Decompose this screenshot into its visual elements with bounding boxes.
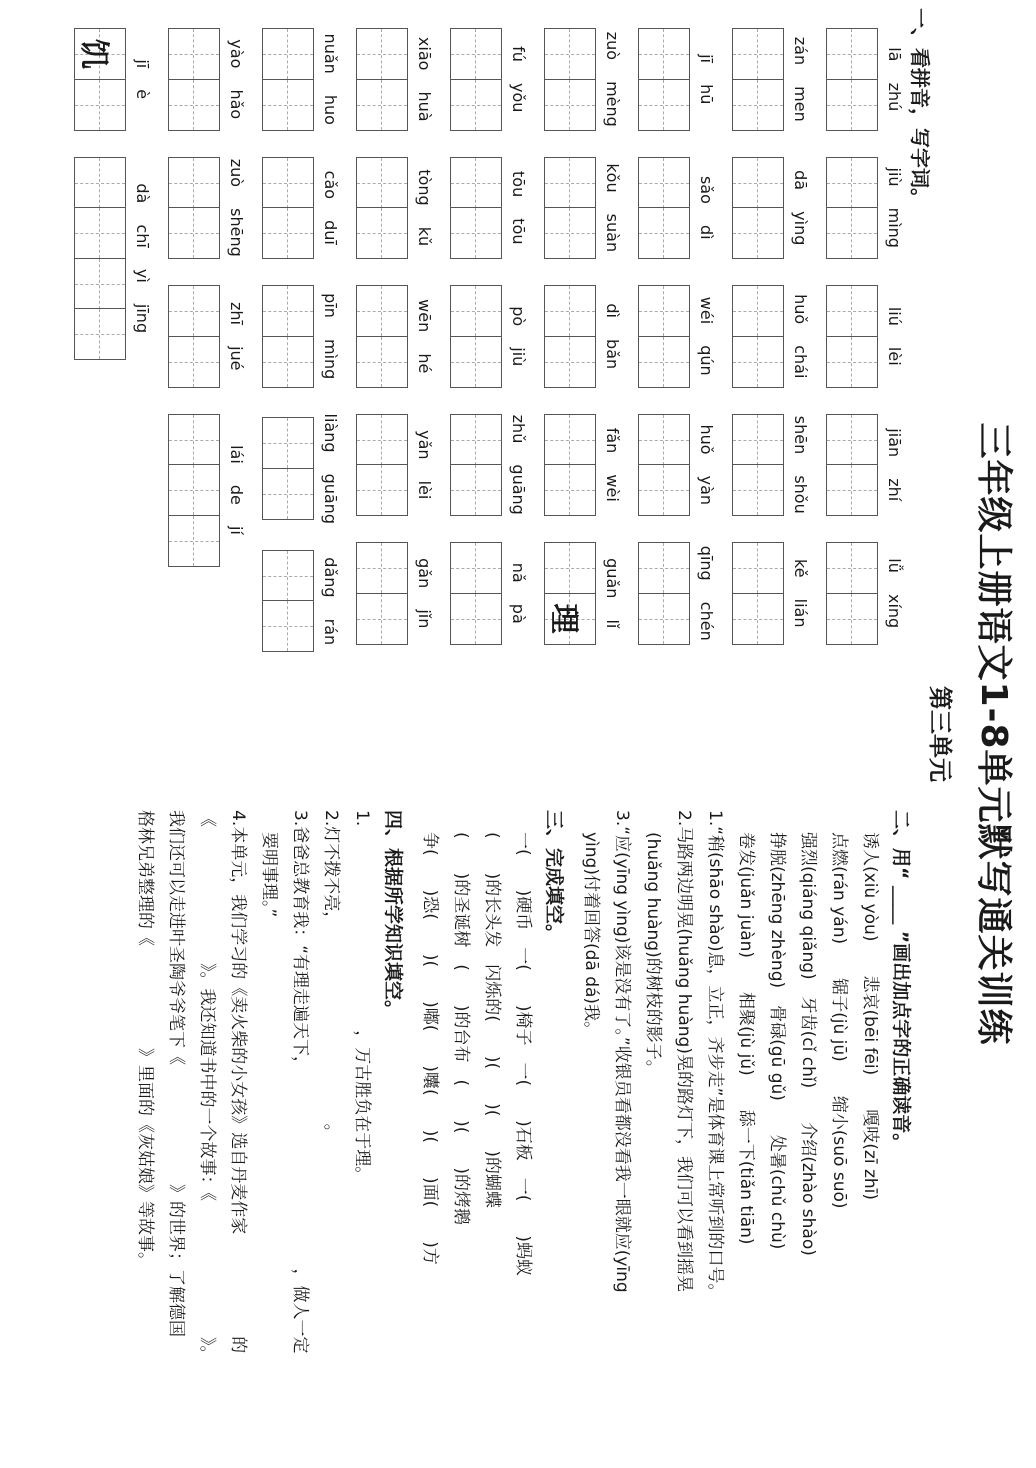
question-2-2: 2.马路两边明晃(huǎng huàng)晃的路灯下，我们可以看到摇晃 <box>674 810 694 1292</box>
reading-line: 诱人(xiù yòu) 悲哀(bēi fēi) 嘎吱(zī zhī) <box>860 832 880 1201</box>
pinyin-label: dǎng rán <box>321 557 340 646</box>
grid-row <box>810 28 904 908</box>
pinyin-label: zhī jué <box>227 302 246 371</box>
handwritten-char: 理 <box>546 603 581 634</box>
writing-box[interactable] <box>168 79 220 131</box>
pinyin-label: cǎo duī <box>321 170 340 245</box>
pinyin-label: fǎn wèi <box>603 427 622 502</box>
pinyin-label: dì bǎn <box>603 303 622 370</box>
question-2-1: 1.“稍(shāo shào)息，立正，齐步走”是体育课上常听到的口号。 <box>705 810 725 1301</box>
word-item <box>262 550 340 653</box>
pinyin-label: huǒ chái <box>791 294 810 379</box>
writing-box[interactable] <box>356 593 408 645</box>
reading-line: 卷发(juǎn juàn) 相聚(jù jǔ) 舔一下(tiǎn tiān) <box>736 832 756 1245</box>
writing-boxes <box>544 28 596 131</box>
writing-boxes <box>732 285 784 388</box>
writing-box[interactable] <box>638 207 690 259</box>
word-item <box>826 285 904 388</box>
section2-heading: 二、用“ ＿＿ ”画出加点字的正确读音。 <box>890 810 912 1153</box>
writing-box[interactable] <box>74 258 126 310</box>
writing-box[interactable] <box>638 28 690 80</box>
grid-row <box>58 28 152 908</box>
word-item <box>732 28 810 131</box>
writing-box[interactable] <box>262 550 314 602</box>
writing-boxes <box>356 285 408 388</box>
writing-box[interactable] <box>356 464 408 516</box>
writing-box[interactable] <box>168 464 220 516</box>
writing-box[interactable] <box>450 336 502 388</box>
word-item <box>168 28 246 131</box>
pinyin-label: nuǎn huo <box>321 33 340 125</box>
writing-boxes <box>168 157 220 260</box>
grid-row <box>340 28 434 908</box>
pinyin-label: huǒ yàn <box>697 424 716 506</box>
word-item <box>168 285 246 388</box>
writing-box[interactable] <box>544 414 596 466</box>
writing-boxes <box>732 414 784 517</box>
writing-boxes <box>826 157 878 260</box>
pinyin-label: lái de jí <box>227 445 246 535</box>
writing-boxes <box>262 28 314 131</box>
word-item <box>544 542 622 645</box>
writing-box[interactable] <box>544 542 596 594</box>
writing-box[interactable] <box>732 593 784 645</box>
writing-box[interactable] <box>168 285 220 337</box>
writing-box[interactable] <box>262 336 314 388</box>
writing-box[interactable] <box>262 285 314 337</box>
writing-box[interactable] <box>450 207 502 259</box>
word-item <box>262 28 340 131</box>
word-item <box>74 157 152 361</box>
writing-box[interactable] <box>356 207 408 259</box>
fill-line: ( )的长头发 闪烁的( )( )( )的蝴蝶 <box>482 832 502 1209</box>
pinyin-label: liàng guāng <box>321 413 340 524</box>
writing-box[interactable] <box>638 464 690 516</box>
writing-box[interactable] <box>826 28 878 80</box>
pinyin-label: guǎn lǐ <box>603 558 622 629</box>
writing-box[interactable] <box>826 593 878 645</box>
writing-boxes <box>356 157 408 260</box>
writing-box[interactable] <box>262 417 314 469</box>
pinyin-label: nǎ pà <box>509 562 528 624</box>
writing-box[interactable] <box>262 600 314 652</box>
writing-boxes <box>356 28 408 131</box>
word-item <box>450 285 528 388</box>
writing-box[interactable] <box>450 542 502 594</box>
word-item <box>450 157 528 260</box>
reading-line: 强烈(qiáng qiǎng) 牙齿(cǐ chǐ) 介绍(zhào shào) <box>798 832 818 1256</box>
writing-boxes <box>544 157 596 260</box>
fill-line: 一( )硬币 一( )椅子 一( )石板 一( )蚂蚁 <box>513 832 533 1277</box>
pinyin-label: qīng chén <box>697 545 716 641</box>
writing-box[interactable] <box>262 468 314 520</box>
pinyin-label: jiù mìng <box>885 167 904 248</box>
pinyin-label: lǚ xíng <box>885 558 904 629</box>
word-item <box>544 414 622 517</box>
writing-box[interactable] <box>356 157 408 209</box>
writing-box[interactable] <box>732 207 784 259</box>
writing-box[interactable] <box>826 207 878 259</box>
writing-box[interactable] <box>732 79 784 131</box>
grid-row <box>528 28 622 908</box>
pinyin-label: zán men <box>791 36 810 122</box>
writing-box[interactable] <box>74 308 126 360</box>
grid-row <box>434 28 528 908</box>
word-item <box>450 28 528 131</box>
question-4-3: 3.爸爸总教育我：“有理走遍天下， ，做人一定 <box>290 810 310 1354</box>
writing-box[interactable] <box>638 79 690 131</box>
writing-box[interactable] <box>826 285 878 337</box>
word-item <box>544 28 622 131</box>
writing-box[interactable] <box>638 414 690 466</box>
writing-box[interactable] <box>638 542 690 594</box>
word-item <box>544 285 622 388</box>
grid-row <box>152 28 246 908</box>
question-4-3-cont: 要明事理。” <box>259 832 279 918</box>
writing-boxes <box>544 285 596 388</box>
writing-box[interactable] <box>168 336 220 388</box>
fill-line: 争( )恐( )( )嘟( )囔( )( )面( )方 <box>420 832 440 1265</box>
word-item <box>544 157 622 260</box>
pinyin-label: zhǔ guāng <box>509 414 528 515</box>
writing-box[interactable] <box>826 79 878 131</box>
page-title: 三年级上册语文1-8单元默写通关训练 <box>973 422 1014 1046</box>
question-4-1: 1. ，万古胜负在于理。 <box>352 810 372 1184</box>
writing-box[interactable] <box>74 207 126 259</box>
word-item <box>262 157 340 260</box>
writing-box[interactable] <box>544 593 596 645</box>
writing-box[interactable] <box>826 464 878 516</box>
pinyin-label: yǎn lèi <box>415 430 434 500</box>
writing-box[interactable] <box>356 336 408 388</box>
word-item <box>262 414 340 524</box>
writing-box[interactable] <box>544 207 596 259</box>
writing-box[interactable] <box>638 285 690 337</box>
writing-box[interactable] <box>74 28 126 80</box>
writing-box[interactable] <box>450 157 502 209</box>
pinyin-label: pò jiù <box>509 306 528 367</box>
pinyin-label: wéi qún <box>697 296 716 376</box>
writing-boxes <box>544 542 596 645</box>
word-item <box>826 542 904 645</box>
writing-boxes <box>826 542 878 645</box>
writing-boxes <box>732 28 784 131</box>
reading-line: 点燃(rán yán) 锯子(jù jū) 缩小(suō suō) <box>829 832 849 1209</box>
writing-boxes <box>638 414 690 517</box>
word-item <box>450 414 528 517</box>
word-item <box>732 285 810 388</box>
writing-box[interactable] <box>450 593 502 645</box>
writing-boxes <box>826 28 878 131</box>
writing-boxes <box>356 414 408 517</box>
pinyin-label: sǎo dì <box>697 175 716 240</box>
pinyin-label: dà chī yì jīng <box>133 183 152 334</box>
writing-boxes <box>262 417 314 520</box>
word-item <box>356 285 434 388</box>
writing-boxes <box>356 542 408 645</box>
writing-box[interactable] <box>732 414 784 466</box>
writing-box[interactable] <box>544 157 596 209</box>
writing-box[interactable] <box>732 157 784 209</box>
writing-box[interactable] <box>356 79 408 131</box>
question-2-2-cont: (huǎng huàng)的树枝的影子。 <box>643 832 663 1077</box>
writing-boxes <box>168 28 220 131</box>
writing-box[interactable] <box>450 79 502 131</box>
writing-boxes <box>74 28 126 131</box>
writing-box[interactable] <box>544 79 596 131</box>
section3-heading: 三、完成填空。 <box>543 810 565 944</box>
word-item <box>732 414 810 517</box>
writing-box[interactable] <box>356 414 408 466</box>
writing-box[interactable] <box>356 28 408 80</box>
pinyin-label: gǎn jǐn <box>415 558 434 629</box>
word-item <box>638 157 716 260</box>
pinyin-label: zuò shēng <box>227 158 246 257</box>
word-item <box>638 285 716 388</box>
writing-box[interactable] <box>450 464 502 516</box>
writing-boxes <box>826 285 878 388</box>
writing-box[interactable] <box>262 79 314 131</box>
pinyin-label: kǒu suàn <box>603 163 622 253</box>
word-item <box>826 414 904 517</box>
pinyin-label: zuò mèng <box>603 31 622 127</box>
word-item <box>826 157 904 260</box>
writing-boxes <box>262 157 314 260</box>
question-2-3: 3.“应(yīng yìng)该是没有了。”收银员看都没看我一眼就应(yīng <box>612 810 632 1293</box>
writing-box[interactable] <box>638 336 690 388</box>
pinyin-label: yào hǎo <box>227 39 246 120</box>
pinyin-label: fú yǒu <box>509 46 528 113</box>
writing-boxes <box>450 414 502 517</box>
section4-heading: 四、根据所学知识填空。 <box>382 810 404 1020</box>
question-4-4-cont: 格林兄弟整理的《 》里面的《灰姑娘》等故事。 <box>135 810 155 1269</box>
writing-box[interactable] <box>826 542 878 594</box>
word-item <box>732 157 810 260</box>
pinyin-writing-grid <box>58 28 904 908</box>
writing-box[interactable] <box>262 28 314 80</box>
writing-box[interactable] <box>168 207 220 259</box>
writing-boxes <box>638 157 690 260</box>
question-4-4-cont: 我们还可以走进叶圣陶爷爷笔下《 》的世界；了解德国 <box>166 810 186 1337</box>
writing-boxes <box>168 414 220 567</box>
word-item <box>638 414 716 517</box>
pinyin-label: jī è <box>133 59 152 100</box>
word-item <box>262 285 340 388</box>
grid-row <box>246 28 340 908</box>
writing-boxes <box>450 157 502 260</box>
word-item <box>732 542 810 645</box>
writing-box[interactable] <box>450 28 502 80</box>
word-item <box>356 157 434 260</box>
pinyin-label: kě lián <box>791 559 810 628</box>
question-4-2: 2.灯不拨不亮， 。 <box>321 810 341 1141</box>
word-item <box>826 28 904 131</box>
grid-row <box>716 28 810 908</box>
writing-boxes <box>826 414 878 517</box>
writing-boxes <box>544 414 596 517</box>
pinyin-label: lā zhú <box>885 47 904 112</box>
writing-box[interactable] <box>638 593 690 645</box>
writing-box[interactable] <box>826 414 878 466</box>
fill-line: ( )的圣诞树 ( )的台布 ( )( )的烤鹅 <box>451 832 471 1226</box>
question-4-4-cont: 《 》。我还知道书中的一个故事：《 》。 <box>197 810 217 1363</box>
writing-box[interactable] <box>732 542 784 594</box>
writing-boxes <box>74 157 126 361</box>
writing-box[interactable] <box>74 79 126 131</box>
word-item <box>356 28 434 131</box>
pinyin-label: tòng kǔ <box>415 169 434 247</box>
writing-boxes <box>262 285 314 388</box>
writing-boxes <box>732 157 784 260</box>
word-item <box>168 157 246 260</box>
writing-boxes <box>450 285 502 388</box>
writing-boxes <box>638 285 690 388</box>
pinyin-label: pīn mìng <box>321 293 340 380</box>
word-item <box>450 542 528 645</box>
writing-boxes <box>262 550 314 653</box>
unit-subtitle: 第三单元 <box>926 686 954 782</box>
writing-box[interactable] <box>356 542 408 594</box>
writing-box[interactable] <box>544 464 596 516</box>
pinyin-label: wēn hé <box>415 299 434 374</box>
handwritten-char: 饥 <box>76 39 111 69</box>
writing-box[interactable] <box>826 336 878 388</box>
writing-box[interactable] <box>638 157 690 209</box>
writing-box[interactable] <box>732 336 784 388</box>
pinyin-label: liú lèi <box>885 306 904 366</box>
writing-box[interactable] <box>544 285 596 337</box>
question-4-4: 4.本单元，我们学习的《卖火柴的小女孩》选自丹麦作家 的 <box>228 810 248 1354</box>
writing-box[interactable] <box>450 414 502 466</box>
pinyin-label: jī hū <box>697 54 716 105</box>
word-item <box>356 542 434 645</box>
writing-boxes <box>638 28 690 131</box>
writing-box[interactable] <box>544 28 596 80</box>
word-item <box>638 542 716 645</box>
pinyin-label: dā yìng <box>791 170 810 246</box>
writing-boxes <box>732 542 784 645</box>
question-2-3-cont: yìng)付着回答(dā dá)我。 <box>581 832 601 1039</box>
writing-box[interactable] <box>168 28 220 80</box>
writing-box[interactable] <box>262 157 314 209</box>
writing-box[interactable] <box>262 207 314 259</box>
writing-box[interactable] <box>168 157 220 209</box>
writing-box[interactable] <box>168 414 220 466</box>
pinyin-label: jiān zhí <box>885 428 904 502</box>
writing-boxes <box>450 542 502 645</box>
word-item <box>638 28 716 131</box>
word-item <box>168 414 246 567</box>
word-item <box>356 414 434 517</box>
writing-box[interactable] <box>168 515 220 567</box>
section1-heading: 一、看拼音，写字词。 <box>908 8 932 208</box>
writing-box[interactable] <box>450 285 502 337</box>
writing-boxes <box>168 285 220 388</box>
writing-boxes <box>450 28 502 131</box>
writing-boxes <box>638 542 690 645</box>
writing-box[interactable] <box>732 285 784 337</box>
right-column <box>129 810 916 1450</box>
grid-row <box>622 28 716 908</box>
writing-box[interactable] <box>74 157 126 209</box>
writing-box[interactable] <box>356 285 408 337</box>
pinyin-label: shēn shǒu <box>791 415 810 514</box>
pinyin-label: tōu tōu <box>509 171 528 245</box>
writing-box[interactable] <box>732 28 784 80</box>
writing-box[interactable] <box>732 464 784 516</box>
word-item <box>74 28 152 131</box>
writing-box[interactable] <box>544 336 596 388</box>
reading-line: 挣脱(zhēng zhèng) 骨碌(gū gǔ) 处暑(chǔ chù) <box>767 832 787 1250</box>
pinyin-label: xiāo huà <box>415 36 434 122</box>
writing-box[interactable] <box>826 157 878 209</box>
